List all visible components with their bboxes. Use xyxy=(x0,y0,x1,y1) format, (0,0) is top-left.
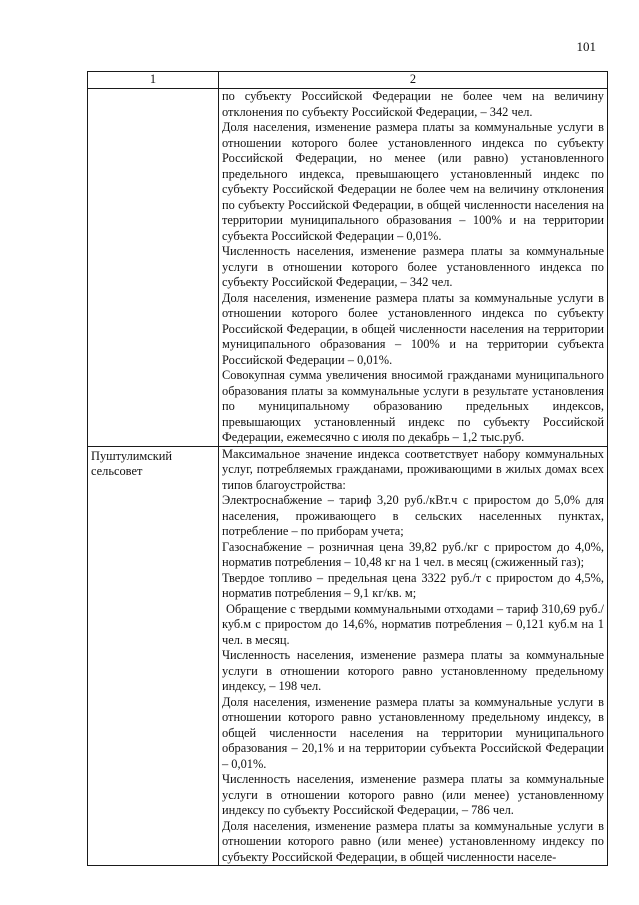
paragraph: Численность населения, изменение размера платы за коммунальные услуги в отношении которого более установленного индекса по субъекту Российской Федерации, – 342 чел. xyxy=(222,244,604,289)
page-number: 101 xyxy=(576,39,596,54)
table-cell-indicators xyxy=(219,446,608,866)
paragraph: Доля населения, изменение размера платы за коммунальные услуги в отношении которого равно установленному предельному индексу, в общей численности населения на территории муниципального образования – 20,1% и на территории субъекта Российской Федерации – 0,01%. xyxy=(222,694,604,771)
table-row xyxy=(88,446,608,866)
paragraph: Газоснабжение – розничная цена 39,82 руб./кг с приростом до 4,0%, норматив потребления – 10,48 кг на 1 чел. в месяц (сжиженный газ); xyxy=(222,539,604,569)
table-cell-municipality-empty xyxy=(88,89,219,447)
paragraph: Совокупная сумма увеличения вносимой гражданами муниципального образования платы за коммунальные услуги в результате установления по муниципальному образованию предельных индексов, превышающих установленный индекс по субъекту Российской Федерации, ежемесячно с июля по декабрь – 1,2 тыс.руб. xyxy=(222,368,604,444)
table-row xyxy=(88,89,608,447)
table-header-row xyxy=(88,72,608,89)
paragraph: Обращение с твердыми коммунальными отходами – тариф 310,69 руб./куб.м с приростом до 14,6%, норматив потребления – 0,121 куб.м на 1 чел. в месяц. xyxy=(222,601,604,647)
paragraph: Доля населения, изменение размера платы за коммунальные услуги в отношении которого более установленного индекса по субъекту Российской Федерации, но менее (или равно) установленного предельного индекса, превышающего установленный индекс по субъекту Российской Федерации не более чем на величину отклонения по субъекту Российской Федерации, в общей численности населения на территории муниципального образования – 100% и на территории субъекта Российской Федерации – 0,01%. xyxy=(222,120,604,243)
paragraph: Численность населения, изменение размера платы за коммунальные услуги в отношении которого равно (или менее) установленному индексу по субъекту Российской Федерации, – 786 чел. xyxy=(222,772,604,817)
paragraph: Численность населения, изменение размера платы за коммунальные услуги в отношении которого равно установленному предельному индексу, – 198 чел. xyxy=(222,648,604,693)
table-cell-indicators xyxy=(219,89,608,447)
document-table xyxy=(87,71,608,866)
paragraph: Электроснабжение – тариф 3,20 руб./кВт.ч с приростом до 5,0% для населения, проживающего в сельских населенных пунктах, потребление – по приборам учета; xyxy=(222,493,604,538)
municipality-name-line1: Пуштулимский xyxy=(91,448,173,463)
column-header-1: 1 xyxy=(88,72,219,89)
table-cell-municipality xyxy=(88,446,219,866)
paragraph: по субъекту Российской Федерации не более чем на величину отклонения по субъекту Российской Федерации, – 342 чел. xyxy=(222,89,604,119)
paragraph: Твердое топливо – предельная цена 3322 руб./т с приростом до 4,5%, норматив потребления – 9,1 кг/кв. м; xyxy=(222,570,604,600)
paragraph: Максимальное значение индекса соответствует набору коммунальных услуг, потребляемых гражданами, проживающими в жилых домах всех типов благоустройства: xyxy=(222,446,604,492)
municipality-name-line2: сельсовет xyxy=(91,464,143,478)
column-header-2: 2 xyxy=(219,72,608,89)
paragraph: Доля населения, изменение размера платы за коммунальные услуги в отношении которого равно (или менее) установленному индексу по субъекту Российской Федерации, в общей численности населе- xyxy=(222,818,604,864)
paragraph: Доля населения, изменение размера платы за коммунальные услуги в отношении которого более установленного индекса по субъекту Российской Федерации, в общей численности населения на территории муниципального образования – 100% и на территории субъекта Российской Федерации – 0,01%. xyxy=(222,290,604,367)
